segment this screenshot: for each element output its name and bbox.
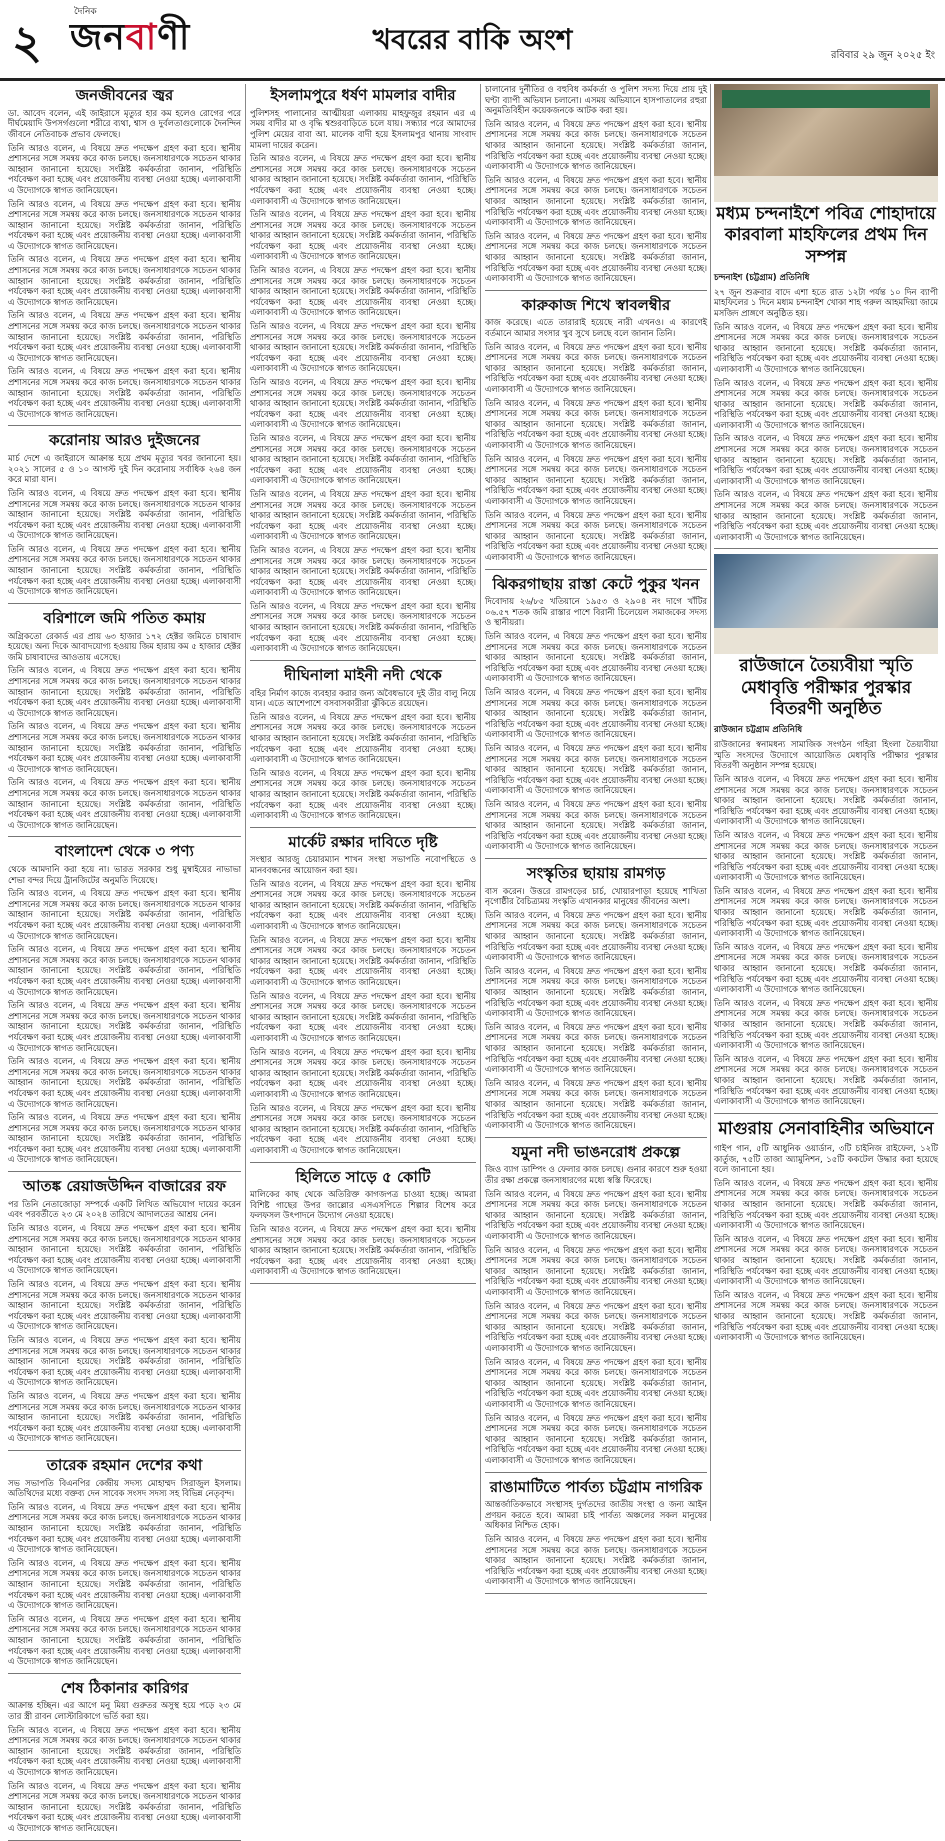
article-paragraph: তিনি আরও বলেন, এ বিষয়ে দ্রুত পদক্ষেপ গ্রহণ করা হবে। স্থানীয় প্রশাসনের সঙ্গে সমন্বয় করে কাজ চলছে। জনসাধারণকে সচেতন থাকার আহ্বান জানানো হয়েছে। সংশ্লিষ্ট কর্মকর্তারা জানান, পরিস্থিতি পর্যবেক্ষণ করা হচ্ছে এবং প্রয়োজনীয় ব্যবস্থা নেওয়া হচ্ছে। এলাকাবাসী এ উদ্যোগকে স্বাগত জানিয়েছেন। — [485, 1534, 707, 1587]
article-divider — [250, 1283, 476, 1284]
article-paragraph: তিনি আরও বলেন, এ বিষয়ে দ্রুত পদক্ষেপ গ্রহণ করা হবে। স্থানীয় প্রশাসনের সঙ্গে সমন্বয় করে কাজ চলছে। জনসাধারণকে সচেতন থাকার আহ্বান জানানো হয়েছে। সংশ্লিষ্ট কর্মকর্তারা জানান, পরিস্থিতি পর্যবেক্ষণ করা হচ্ছে এবং প্রয়োজনীয় ব্যবস্থা নেওয়া হচ্ছে। এলাকাবাসী এ উদ্যোগকে স্বাগত জানিয়েছেন। — [8, 1000, 241, 1053]
column-divider — [480, 84, 481, 1521]
headline: কারুকাজ শিখে স্বাবলম্বীর — [521, 295, 671, 314]
article-lead: মালিকের কাছ থেকে অতিরিক্ত কাগজপত্র চাওয়া হচ্ছে। আমরা বিশিষ্ট গাছের উপর জাল্লোর এসএসপিতে শিল্পার বিশেষ করে ফলফসল উৎপাদনে উদ্যোগ নেওয়া হয়েছে। — [250, 1189, 476, 1221]
logo-part-c: ণী — [157, 16, 191, 58]
article-lead: পুলিশসহ পালানোর আত্মীয়রা এলাকায় মাহফুজুর রহমান এর এ সময় বাদীর মা ও বৃদ্ধি শ্বশুরবাড়িতে চলে যায়। সন্ধ্যার পরে আমাদের পুলিশ মেয়ের বাবা আ. মালেক বাদী হয়ে ইসলামপুর থানায় সাংবাদ মামলা দায়ের করেন। — [250, 107, 476, 150]
news-article — [485, 296, 707, 563]
news-article — [250, 1168, 476, 1278]
article-lead: সংস্থার আরজু চেয়ারম্যান শাখন সংস্থা সভাপতি নবোপস্থিতে ও মানববন্ধনের আয়োজন করা হয়। — [250, 854, 476, 876]
article-paragraph: তিনি আরও বলেন, এ বিষয়ে দ্রুত পদক্ষেপ গ্রহণ করা হবে। স্থানীয় প্রশাসনের সঙ্গে সমন্বয় করে কাজ চলছে। জনসাধারণকে সচেতন থাকার আহ্বান জানানো হয়েছে। সংশ্লিষ্ট কর্মকর্তারা জানান, পরিস্থিতি পর্যবেক্ষণ করা হচ্ছে এবং প্রয়োজনীয় ব্যবস্থা নেওয়া হচ্ছে। এলাকাবাসী এ উদ্যোগকে স্বাগত জানিয়েছেন। — [714, 321, 938, 374]
article-divider — [8, 1673, 241, 1674]
article-paragraph: তিনি আরও বলেন, এ বিষয়ে দ্রুত পদক্ষেপ গ্রহণ করা হবে। স্থানীয় প্রশাসনের সঙ্গে সমন্বয় করে কাজ চলছে। জনসাধারণকে সচেতন থাকার আহ্বান জানানো হয়েছে। সংশ্লিষ্ট কর্মকর্তারা জানান, পরিস্থিতি পর্যবেক্ষণ করা হচ্ছে এবং প্রয়োজনীয় ব্যবস্থা নেওয়া হচ্ছে। এলাকাবাসী এ উদ্যোগকে স্বাগত জানিয়েছেন। — [485, 230, 707, 284]
news-article — [8, 609, 241, 830]
column-divider — [710, 84, 711, 1521]
article-lead: মার্চ দেশে এ জাইরাসে আক্রান্ত হয়ে প্রথম মৃত্যুর খবর জানানো হয়। ২০২১ সালের ৫ ও ১০ আগস্ট দুই দিন করোনায় সর্বাধিক ২৬৪ জন করে মারা যান। — [8, 453, 241, 485]
article-paragraph: তিনি আরও বলেন, এ বিষয়ে দ্রুত পদক্ষেপ গ্রহণ করা হবে। স্থানীয় প্রশাসনের সঙ্গে সমন্বয় করে কাজ চলছে। জনসাধারণকে সচেতন থাকার আহ্বান জানানো হয়েছে। সংশ্লিষ্ট কর্মকর্তারা জানান, পরিস্থিতি পর্যবেক্ষণ করা হচ্ছে এবং প্রয়োজনীয় ব্যবস্থা নেওয়া হচ্ছে। এলাকাবাসী এ উদ্যোগকে স্বাগত জানিয়েছেন। — [8, 1613, 241, 1667]
article-raozan — [714, 656, 938, 1106]
article-paragraph: তিনি আরও বলেন, এ বিষয়ে দ্রুত পদক্ষেপ গ্রহণ করা হবে। স্থানীয় প্রশাসনের সঙ্গে সমন্বয় করে কাজ চলছে। জনসাধারণকে সচেতন থাকার আহ্বান জানানো হয়েছে। সংশ্লিষ্ট কর্মকর্তারা জানান, পরিস্থিতি পর্যবেক্ষণ করা হচ্ছে এবং প্রয়োজনীয় ব্যবস্থা নেওয়া হচ্ছে। এলাকাবাসী এ উদ্যোগকে স্বাগত জানিয়েছেন। — [250, 153, 476, 206]
article-divider — [714, 1113, 938, 1114]
article-paragraph: তিনি আরও বলেন, এ বিষয়ে দ্রুত পদক্ষেপ গ্রহণ করা হবে। স্থানীয় প্রশাসনের সঙ্গে সমন্বয় করে কাজ চলছে। জনসাধারণকে সচেতন থাকার আহ্বান জানানো হয়েছে। সংশ্লিষ্ট কর্মকর্তারা জানান, পরিস্থিতি পর্যবেক্ষণ করা হচ্ছে এবং প্রয়োজনীয় ব্যবস্থা নেওয়া হচ্ছে। এলাকাবাসী এ উদ্যোগকে স্বাগত জানিয়েছেন। — [8, 1278, 241, 1332]
article-divider — [485, 290, 707, 291]
article-lead: বাস করেন। উত্তরে রামগড়ের চার্চ, খোয়ারপাড়া হয়েছে শাখিতা নৃগোষ্ঠীর বৈচিত্র্যময় সংস্কৃতি এখানকার মানুষের জীবনের অংশ। — [485, 885, 707, 907]
article-paragraph: তিনি আরও বলেন, এ বিষয়ে দ্রুত পদক্ষেপ গ্রহণ করা হবে। স্থানীয় প্রশাসনের সঙ্গে সমন্বয় করে কাজ চলছে। জনসাধারণকে সচেতন থাকার আহ্বান জানানো হয়েছে। সংশ্লিষ্ট কর্মকর্তারা জানান, পরিস্থিতি পর্যবেক্ষণ করা হচ্ছে এবং প্রয়োজনীয় ব্যবস্থা নেওয়া হচ্ছে। এলাকাবাসী এ উদ্যোগকে স্বাগত জানিয়েছেন। — [250, 377, 476, 430]
article-paragraph: তিনি আরও বলেন, এ বিষয়ে দ্রুত পদক্ষেপ গ্রহণ করা হবে। স্থানীয় প্রশাসনের সঙ্গে সমন্বয় করে কাজ চলছে। জনসাধারণকে সচেতন থাকার আহ্বান জানানো হয়েছে। সংশ্লিষ্ট কর্মকর্তারা জানান, পরিস্থিতি পর্যবেক্ষণ করা হচ্ছে এবং প্রয়োজনীয় ব্যবস্থা নেওয়া হচ্ছে। এলাকাবাসী এ উদ্যোগকে স্বাগত জানিয়েছেন। — [250, 767, 476, 821]
news-article — [8, 86, 241, 419]
article-paragraph: তিনি আরও বলেন, এ বিষয়ে দ্রুত পদক্ষেপ গ্রহণ করা হবে। স্থানীয় প্রশাসনের সঙ্গে সমন্বয় করে কাজ চলছে। জনসাধারণকে সচেতন থাকার আহ্বান জানানো হয়েছে। সংশ্লিষ্ট কর্মকর্তারা জানান, পরিস্থিতি পর্যবেক্ষণ করা হচ্ছে এবং প্রয়োজনীয় ব্যবস্থা নেওয়া হচ্ছে। এলাকাবাসী এ উদ্যোগকে স্বাগত জানিয়েছেন। — [8, 1780, 241, 1833]
news-article — [8, 1456, 241, 1667]
article-divider — [250, 1162, 476, 1163]
column-1 — [8, 84, 241, 1833]
headline: দীঘিনালা মাইনী নদী থেকে — [284, 665, 442, 684]
article-lead: অগ্রিকতো রেকার্ড এর প্রায় ৬৩ হাজার ১৭২ হেক্টর জমিতে চাষাবাদ হয়েছে। অন্য দিকে আবাদযোগ্য হওয়ায় জিম হারায় কম ৫ হাজার হেক্টর জমি চাষাবাদের আওতায় এসেছে। — [8, 630, 241, 662]
logo-part-a: জন — [70, 16, 126, 58]
headline: যমুনা নদী ভাঙনরোধ প্রকল্পে — [511, 1142, 680, 1161]
article-lead: রাউজানের স্বনামধন্য সামাজিক সংগঠন গহিরা হিংলা তৈয়্যবীয়া স্মৃতি সংসদের উদ্যোগে আয়োজিত মেধাবৃত্তি পরীক্ষার পুরস্কার বিতরণী অনুষ্ঠান সম্পন্ন হয়েছে। — [714, 739, 938, 771]
article-lead: ২৭ জুন শুক্রবার বাদে এশা হতে রাত ১২টা পর্যন্ত ১০ দিন ব্যাপী মাহফিলের ১ দিনে মধ্যম চন্দনাইশ খোকা শাহ গরুল আহমদিয়া জামে মসজিদ প্রাঙ্গণে অনুষ্ঠিত হয়। — [714, 286, 938, 318]
logo-part-b: বা — [125, 16, 158, 58]
column-3 — [485, 84, 707, 1587]
article-paragraph: তিনি আরও বলেন, এ বিষয়ে দ্রুত পদক্ষেপ গ্রহণ করা হবে। স্থানীয় প্রশাসনের সঙ্গে সমন্বয় করে কাজ চলছে। জনসাধারণকে সচেতন থাকার আহ্বান জানানো হয়েছে। সংশ্লিষ্ট কর্মকর্তারা জানান, পরিস্থিতি পর্যবেক্ষণ করা হচ্ছে এবং প্রয়োজনীয় ব্যবস্থা নেওয়া হচ্ছে। এলাকাবাসী এ উদ্যোগকে স্বাগত জানিয়েছেন। — [250, 321, 476, 374]
headline: মধ্যম চন্দনাইশে পবিত্র শোহাদায়ে কারবালা মাহফিলের প্রথম দিন সম্পন্ন — [716, 204, 936, 267]
article-paragraph: তিনি আরও বলেন, এ বিষয়ে দ্রুত পদক্ষেপ গ্রহণ করা হবে। স্থানীয় প্রশাসনের সঙ্গে সমন্বয় করে কাজ চলছে। জনসাধারণকে সচেতন থাকার আহ্বান জানানো হয়েছে। সংশ্লিষ্ট কর্মকর্তারা জানান, পরিস্থিতি পর্যবেক্ষণ করা হচ্ছে এবং প্রয়োজনীয় ব্যবস্থা নেওয়া হচ্ছে। এলাকাবাসী এ উদ্যোগকে স্বাগত জানিয়েছেন। — [714, 433, 938, 486]
article-paragraph: তিনি আরও বলেন, এ বিষয়ে দ্রুত পদক্ষেপ গ্রহণ করা হবে। স্থানীয় প্রশাসনের সঙ্গে সমন্বয় করে কাজ চলছে। জনসাধারণকে সচেতন থাকার আহ্বান জানানো হয়েছে। সংশ্লিষ্ট কর্মকর্তারা জানান, পরিস্থিতি পর্যবেক্ষণ করা হচ্ছে এবং প্রয়োজনীয় ব্যবস্থা নেওয়া হচ্ছে। এলাকাবাসী এ উদ্যোগকে স্বাগত জানিয়েছেন। — [485, 631, 707, 684]
headline: ইসলামপুরে ধর্ষণ মামলার বাদীর — [270, 86, 456, 104]
column-divider — [245, 84, 246, 1521]
article-paragraph: তিনি আরও বলেন, এ বিষয়ে দ্রুত পদক্ষেপ গ্রহণ করা হবে। স্থানীয় প্রশাসনের সঙ্গে সমন্বয় করে কাজ চলছে। জনসাধারণকে সচেতন থাকার আহ্বান জানানো হয়েছে। সংশ্লিষ্ট কর্মকর্তারা জানান, পরিস্থিতি পর্যবেক্ষণ করা হচ্ছে এবং প্রয়োজনীয় ব্যবস্থা নেওয়া হচ্ছে। এলাকাবাসী এ উদ্যোগকে স্বাগত জানিয়েছেন। — [485, 1412, 707, 1465]
headline: শেষ ঠিকানার কারিগর — [60, 1678, 189, 1697]
article-lead: জিও ব্যাগ ডাম্পিং ও ফেলার কাজ চলছে। গুনার কারণে শুরু হওয়া তীর রক্ষা প্রকল্পে জনসাধারণের মধ্যে স্বস্তি ফিরেছে। — [485, 1164, 707, 1186]
news-article — [8, 1679, 241, 1834]
news-article — [485, 575, 707, 852]
masthead — [0, 0, 945, 81]
article-lead: ডা. আবেদ বলেন, এই জাইরাসে মৃত্যুর হার কম হলেও রোগের পরে দীর্ঘমেয়াদি উপসর্গগুলো শরীরে ব্যথা, শ্বাস ও দুর্বলতাগুলোকে দৈনন্দিন জীবনে নেতিবাচক প্রভাব ফেলছে। — [8, 107, 241, 139]
article-magura — [714, 1119, 938, 1343]
article-divider — [485, 858, 707, 859]
article-paragraph: তিনি আরও বলেন, এ বিষয়ে দ্রুত পদক্ষেপ গ্রহণ করা হবে। স্থানীয় প্রশাসনের সঙ্গে সমন্বয় করে কাজ চলছে। জনসাধারণকে সচেতন থাকার আহ্বান জানানো হয়েছে। সংশ্লিষ্ট কর্মকর্তারা জানান, পরিস্থিতি পর্যবেক্ষণ করা হচ্ছে এবং প্রয়োজনীয় ব্যবস্থা নেওয়া হচ্ছে। এলাকাবাসী এ উদ্যোগকে স্বাগত জানিয়েছেন। — [8, 366, 241, 419]
article-paragraph: তিনি আরও বলেন, এ বিষয়ে দ্রুত পদক্ষেপ গ্রহণ করা হবে। স্থানীয় প্রশাসনের সঙ্গে সমন্বয় করে কাজ চলছে। জনসাধারণকে সচেতন থাকার আহ্বান জানানো হয়েছে। সংশ্লিষ্ট কর্মকর্তারা জানান, পরিস্থিতি পর্যবেক্ষণ করা হচ্ছে এবং প্রয়োজনীয় ব্যবস্থা নেওয়া হচ্ছে। এলাকাবাসী এ উদ্যোগকে স্বাগত জানিয়েছেন। — [250, 1224, 476, 1277]
dateline: রবিবার ২৯ জুন ২০২৫ ইং — [830, 50, 935, 61]
article-lead: সভ সভাপতি বিএনপির কেন্দ্রীয় সদস্য মোহাম্মদ সিরাজুল ইসলাম। অতিথিদের মধ্যে বক্তব্য দেন সাবেক সংসদ সদস্য সহ বিভিন্ন নেতৃবৃন্দ। — [8, 1477, 241, 1499]
article-paragraph: তিনি আরও বলেন, এ বিষয়ে দ্রুত পদক্ষেপ গ্রহণ করা হবে। স্থানীয় প্রশাসনের সঙ্গে সমন্বয় করে কাজ চলছে। জনসাধারণকে সচেতন থাকার আহ্বান জানানো হয়েছে। সংশ্লিষ্ট কর্মকর্তারা জানান, পরিস্থিতি পর্যবেক্ষণ করা হচ্ছে এবং প্রয়োজনীয় ব্যবস্থা নেওয়া হচ্ছে। এলাকাবাসী এ উদ্যোগকে স্বাগত জানিয়েছেন। — [485, 1356, 707, 1409]
article-divider — [8, 1171, 241, 1172]
column-2 — [250, 84, 476, 1523]
article-paragraph: তিনি আরও বলেন, এ বিষয়ে দ্রুত পদক্ষেপ গ্রহণ করা হবে। স্থানীয় প্রশাসনের সঙ্গে সমন্বয় করে কাজ চলছে। জনসাধারণকে সচেতন থাকার আহ্বান জানানো হয়েছে। সংশ্লিষ্ট কর্মকর্তারা জানান, পরিস্থিতি পর্যবেক্ষণ করা হচ্ছে এবং প্রয়োজনীয় ব্যবস্থা নেওয়া হচ্ছে। এলাকাবাসী এ উদ্যোগকে স্বাগত জানিয়েছেন। — [714, 885, 938, 939]
article-paragraph: তিনি আরও বলেন, এ বিষয়ে দ্রুত পদক্ষেপ গ্রহণ করা হবে। স্থানীয় প্রশাসনের সঙ্গে সমন্বয় করে কাজ চলছে। জনসাধারণকে সচেতন থাকার আহ্বান জানানো হয়েছে। সংশ্লিষ্ট কর্মকর্তারা জানান, পরিস্থিতি পর্যবেক্ষণ করা হচ্ছে এবং প্রয়োজনীয় ব্যবস্থা নেওয়া হচ্ছে। এলাকাবাসী এ উদ্যোগকে স্বাগত জানিয়েছেন। — [250, 1046, 476, 1099]
article-paragraph: তিনি আরও বলেন, এ বিষয়ে দ্রুত পদক্ষেপ গ্রহণ করা হবে। স্থানীয় প্রশাসনের সঙ্গে সমন্বয় করে কাজ চলছে। জনসাধারণকে সচেতন থাকার আহ্বান জানানো হয়েছে। সংশ্লিষ্ট কর্মকর্তারা জানান, পরিস্থিতি পর্যবেক্ষণ করা হচ্ছে এবং প্রয়োজনীয় ব্যবস্থা নেওয়া হচ্ছে। এলাকাবাসী এ উদ্যোগকে স্বাগত জানিয়েছেন। — [714, 773, 938, 827]
article-paragraph: তিনি আরও বলেন, এ বিষয়ে দ্রুত পদক্ষেপ গ্রহণ করা হবে। স্থানীয় প্রশাসনের সঙ্গে সমন্বয় করে কাজ চলছে। জনসাধারণকে সচেতন থাকার আহ্বান জানানো হয়েছে। সংশ্লিষ্ট কর্মকর্তারা জানান, পরিস্থিতি পর্যবেক্ষণ করা হচ্ছে এবং প্রয়োজনীয় ব্যবস্থা নেওয়া হচ্ছে। এলাকাবাসী এ উদ্যোগকে স্বাগত জানিয়েছেন। — [485, 1244, 707, 1297]
article-lead: পর তিনি নেতাজোড়া সম্পর্কে একটি লিখিত অভিযোগ দায়ের করেন এবং পরবর্তীতে ২৩ মে ২০২৪ তারিখে আদালতের আশ্রয় নেন। — [8, 1198, 241, 1220]
article-paragraph: তিনি আরও বলেন, এ বিষয়ে দ্রুত পদক্ষেপ গ্রহণ করা হবে। স্থানীয় প্রশাসনের সঙ্গে সমন্বয় করে কাজ চলছে। জনসাধারণকে সচেতন থাকার আহ্বান জানানো হয়েছে। সংশ্লিষ্ট কর্মকর্তারা জানান, পরিস্থিতি পর্যবেক্ষণ করা হচ্ছে এবং প্রয়োজনীয় ব্যবস্থা নেওয়া হচ্ছে। এলাকাবাসী এ উদ্যোগকে স্বাগত জানিয়েছেন। — [8, 254, 241, 307]
article-paragraph: তিনি আরও বলেন, এ বিষয়ে দ্রুত পদক্ষেপ গ্রহণ করা হবে। স্থানীয় প্রশাসনের সঙ্গে সমন্বয় করে কাজ চলছে। জনসাধারণকে সচেতন থাকার আহ্বান জানানো হয়েছে। সংশ্লিষ্ট কর্মকর্তারা জানান, পরিস্থিতি পর্যবেক্ষণ করা হচ্ছে এবং প্রয়োজনীয় ব্যবস্থা নেওয়া হচ্ছে। এলাকাবাসী এ উদ্যোগকে স্বাগত জানিয়েছেন। — [8, 1223, 241, 1276]
article-lead: আক্রান্ত হচ্ছিন। এর আগে মনু মিয়া গুরুতর অসুস্থ হয়ে পড়ে ২৩ মে তার স্ত্রী রাবন লোস্টারিকাগে ভর্তি করা হয়। — [8, 1700, 241, 1722]
article-paragraph: তিনি আরও বলেন, এ বিষয়ে দ্রুত পদক্ষেপ গ্রহণ করা হবে। স্থানীয় প্রশাসনের সঙ্গে সমন্বয় করে কাজ চলছে। জনসাধারণকে সচেতন থাকার আহ্বান জানানো হয়েছে। সংশ্লিষ্ট কর্মকর্তারা জানান, পরিস্থিতি পর্যবেক্ষণ করা হচ্ছে এবং প্রয়োজনীয় ব্যবস্থা নেওয়া হচ্ছে। এলাকাবাসী এ উদ্যোগকে স্বাগত জানিয়েছেন। — [8, 543, 241, 597]
article-paragraph: তিনি আরও বলেন, এ বিষয়ে দ্রুত পদক্ষেপ গ্রহণ করা হবে। স্থানীয় প্রশাসনের সঙ্গে সমন্বয় করে কাজ চলছে। জনসাধারণকে সচেতন থাকার আহ্বান জানানো হয়েছে। সংশ্লিষ্ট কর্মকর্তারা জানান, পরিস্থিতি পর্যবেক্ষণ করা হচ্ছে এবং প্রয়োজনীয় ব্যবস্থা নেওয়া হচ্ছে। এলাকাবাসী এ উদ্যোগকে স্বাগত জানিয়েছেন। — [8, 487, 241, 541]
article-paragraph: তিনি আরও বলেন, এ বিষয়ে দ্রুত পদক্ষেপ গ্রহণ করা হবে। স্থানীয় প্রশাসনের সঙ্গে সমন্বয় করে কাজ চলছে। জনসাধারণকে সচেতন থাকার আহ্বান জানানো হয়েছে। সংশ্লিষ্ট কর্মকর্তারা জানান, পরিস্থিতি পর্যবেক্ষণ করা হচ্ছে এবং প্রয়োজনীয় ব্যবস্থা নেওয়া হচ্ছে। এলাকাবাসী এ উদ্যোগকে স্বাগত জানিয়েছেন। — [714, 997, 938, 1051]
byline: চন্দনাইশ (চট্টগ্রাম) প্রতিনিধি — [714, 272, 810, 283]
article-paragraph: তিনি আরও বলেন, এ বিষয়ে দ্রুত পদক্ষেপ গ্রহণ করা হবে। স্থানীয় প্রশাসনের সঙ্গে সমন্বয় করে কাজ চলছে। জনসাধারণকে সচেতন থাকার আহ্বান জানানো হয়েছে। সংশ্লিষ্ট কর্মকর্তারা জানান, পরিস্থিতি পর্যবেক্ষণ করা হচ্ছে এবং প্রয়োজনীয় ব্যবস্থা নেওয়া হচ্ছে। এলাকাবাসী এ উদ্যোগকে স্বাগত জানিয়েছেন। — [485, 1188, 707, 1242]
daily-label: দৈনিক — [74, 7, 97, 17]
article-paragraph: তিনি আরও বলেন, এ বিষয়ে দ্রুত পদক্ষেপ গ্রহণ করা হবে। স্থানীয় প্রশাসনের সঙ্গে সমন্বয় করে কাজ চলছে। জনসাধারণকে সচেতন থাকার আহ্বান জানানো হয়েছে। সংশ্লিষ্ট কর্মকর্তারা জানান, পরিস্থিতি পর্যবেক্ষণ করা হচ্ছে এবং প্রয়োজনীয় ব্যবস্থা নেওয়া হচ্ছে। এলাকাবাসী এ উদ্যোগকে স্বাগত জানিয়েছেন। — [485, 1021, 707, 1075]
article-lead: বহির নির্মাণ কাজে ব্যবহার করার জন্য অবৈধভাবে দুই তীর বালু নিয়ে যান। এতে আশেপাশে বসবাসকারীরা ঝুঁকিতে রয়েছেন। — [250, 687, 476, 709]
photo-stage-table — [714, 176, 938, 202]
headline: মাগুরায় সেনাবাহিনীর অভিযানে — [718, 1118, 934, 1139]
news-article — [250, 666, 476, 821]
article-paragraph: তিনি আরও বলেন, এ বিষয়ে দ্রুত পদক্ষেপ গ্রহণ করা হবে। স্থানীয় প্রশাসনের সঙ্গে সমন্বয় করে কাজ চলছে। জনসাধারণকে সচেতন থাকার আহ্বান জানানো হয়েছে। সংশ্লিষ্ট কর্মকর্তারা জানান, পরিস্থিতি পর্যবেক্ষণ করা হচ্ছে এবং প্রয়োজনীয় ব্যবস্থা নেওয়া হচ্ছে। এলাকাবাসী এ উদ্যোগকে স্বাগত জানিয়েছেন। — [485, 742, 707, 796]
article-divider — [714, 548, 938, 549]
article-paragraph: তিনি আরও বলেন, এ বিষয়ে দ্রুত পদক্ষেপ গ্রহণ করা হবে। স্থানীয় প্রশাসনের সঙ্গে সমন্বয় করে কাজ চলছে। জনসাধারণকে সচেতন থাকার আহ্বান জানানো হয়েছে। সংশ্লিষ্ট কর্মকর্তারা জানান, পরিস্থিতি পর্যবেক্ষণ করা হচ্ছে এবং প্রয়োজনীয় ব্যবস্থা নেওয়া হচ্ছে। এলাকাবাসী এ উদ্যোগকে স্বাগত জানিয়েছেন। — [714, 377, 938, 430]
article-paragraph: তিনি আরও বলেন, এ বিষয়ে দ্রুত পদক্ষেপ গ্রহণ করা হবে। স্থানীয় প্রশাসনের সঙ্গে সমন্বয় করে কাজ চলছে। জনসাধারণকে সচেতন থাকার আহ্বান জানানো হয়েছে। সংশ্লিষ্ট কর্মকর্তারা জানান, পরিস্থিতি পর্যবেক্ষণ করা হচ্ছে এবং প্রয়োজনীয় ব্যবস্থা নেওয়া হচ্ছে। এলাকাবাসী এ উদ্যোগকে স্বাগত জানিয়েছেন। — [250, 878, 476, 932]
headline: হিলিতে সাড়ে ৫ কোটি — [295, 1167, 431, 1186]
article-paragraph: তিনি আরও বলেন, এ বিষয়ে দ্রুত পদক্ষেপ গ্রহণ করা হবে। স্থানীয় প্রশাসনের সঙ্গে সমন্বয় করে কাজ চলছে। জনসাধারণকে সচেতন থাকার আহ্বান জানানো হয়েছে। সংশ্লিষ্ট কর্মকর্তারা জানান, পরিস্থিতি পর্যবেক্ষণ করা হচ্ছে এবং প্রয়োজনীয় ব্যবস্থা নেওয়া হচ্ছে। এলাকাবাসী এ উদ্যোগকে স্বাগত জানিয়েছেন। — [8, 1334, 241, 1388]
news-article — [250, 833, 476, 1156]
article-paragraph: তিনি আরও বলেন, এ বিষয়ে দ্রুত পদক্ষেপ গ্রহণ করা হবে। স্থানীয় প্রশাসনের সঙ্গে সমন্বয় করে কাজ চলছে। জনসাধারণকে সচেতন থাকার আহ্বান জানানো হয়েছে। সংশ্লিষ্ট কর্মকর্তারা জানান, পরিস্থিতি পর্যবেক্ষণ করা হচ্ছে এবং প্রয়োজনীয় ব্যবস্থা নেওয়া হচ্ছে। এলাকাবাসী এ উদ্যোগকে স্বাগত জানিয়েছেন। — [8, 721, 241, 774]
news-article — [8, 1177, 241, 1444]
headline: রাউজানে তৈয়্যবীয়া স্মৃতি মেধাবৃত্তি পরীক্ষার পুরস্কার বিতরণী অনুষ্ঠিত — [739, 656, 913, 719]
article-paragraph: তিনি আরও বলেন, এ বিষয়ে দ্রুত পদক্ষেপ গ্রহণ করা হবে। স্থানীয় প্রশাসনের সঙ্গে সমন্বয় করে কাজ চলছে। জনসাধারণকে সচেতন থাকার আহ্বান জানানো হয়েছে। সংশ্লিষ্ট কর্মকর্তারা জানান, পরিস্থিতি পর্যবেক্ষণ করা হচ্ছে এবং প্রয়োজনীয় ব্যবস্থা নেওয়া হচ্ছে। এলাকাবাসী এ উদ্যোগকে স্বাগত জানিয়েছেন। — [485, 1300, 707, 1353]
article-lead: থেকে আমদানি করা হয়ে না। ভারত সরকার শুধু মুম্বাইয়ের নাভাভা শেভা বন্দর দিয়ে ট্রানজিটের অনুমতি দিয়েছে। — [8, 864, 241, 885]
article-lead: চালানোর দুর্নীতির ও বহুবিধ কর্মকর্তা ও পুলিশ সদস্য দিয়ে প্রায় দুই ঘণ্টা ব্যাপী অভিযান চলানো। এসময় অভিযানে হাসপাতালের রহুরা অনুমতিবিহীন কয়েকজনকে আটক করা হয়। — [485, 84, 707, 116]
article-lead: গাইপ গান, ৫টি আধুনিক ওয়ার্ডান, ৩টি চাইনিজ রাইফেল, ১২টি কার্তুজ, ৭৫টি তাজা অ্যামুনিশন, ১৫টি ককটেল উদ্ধার করা হয়েছে বলে জানানো হয়। — [714, 1143, 938, 1175]
article-paragraph: তিনি আরও বলেন, এ বিষয়ে দ্রুত পদক্ষেপ গ্রহণ করা হবে। স্থানীয় প্রশাসনের সঙ্গে সমন্বয় করে কাজ চলছে। জনসাধারণকে সচেতন থাকার আহ্বান জানানো হয়েছে। সংশ্লিষ্ট কর্মকর্তারা জানান, পরিস্থিতি পর্যবেক্ষণ করা হচ্ছে এবং প্রয়োজনীয় ব্যবস্থা নেওয়া হচ্ছে। এলাকাবাসী এ উদ্যোগকে স্বাগত জানিয়েছেন। — [485, 341, 707, 394]
news-article — [8, 842, 241, 1165]
headline: মার্কেট রক্ষার দাবিতে দৃষ্টি — [288, 832, 438, 851]
page-number: ২ — [12, 15, 42, 69]
article-paragraph: তিনি আরও বলেন, এ বিষয়ে দ্রুত পদক্ষেপ গ্রহণ করা হবে। স্থানীয় প্রশাসনের সঙ্গে সমন্বয় করে কাজ চলছে। জনসাধারণকে সচেতন থাকার আহ্বান জানানো হয়েছে। সংশ্লিষ্ট কর্মকর্তারা জানান, পরিস্থিতি পর্যবেক্ষণ করা হচ্ছে এবং প্রয়োজনীয় ব্যবস্থা নেওয়া হচ্ছে। এলাকাবাসী এ উদ্যোগকে স্বাগত জানিয়েছেন। — [714, 941, 938, 995]
news-photo-award — [714, 554, 938, 654]
article-paragraph: তিনি আরও বলেন, এ বিষয়ে দ্রুত পদক্ষেপ গ্রহণ করা হবে। স্থানীয় প্রশাসনের সঙ্গে সমন্বয় করে কাজ চলছে। জনসাধারণকে সচেতন থাকার আহ্বান জানানো হয়েছে। সংশ্লিষ্ট কর্মকর্তারা জানান, পরিস্থিতি পর্যবেক্ষণ করা হচ্ছে এবং প্রয়োজনীয় ব্যবস্থা নেওয়া হচ্ছে। এলাকাবাসী এ উদ্যোগকে স্বাগত জানিয়েছেন। — [485, 965, 707, 1019]
headline: জনজীবনের জ্বর — [75, 86, 174, 104]
article-paragraph: তিনি আরও বলেন, এ বিষয়ে দ্রুত পদক্ষেপ গ্রহণ করা হবে। স্থানীয় প্রশাসনের সঙ্গে সমন্বয় করে কাজ চলছে। জনসাধারণকে সচেতন থাকার আহ্বান জানানো হয়েছে। সংশ্লিষ্ট কর্মকর্তারা জানান, পরিস্থিতি পর্যবেক্ষণ করা হচ্ছে এবং প্রয়োজনীয় ব্যবস্থা নেওয়া হচ্ছে। এলাকাবাসী এ উদ্যোগকে স্বাগত জানিয়েছেন। — [485, 909, 707, 963]
article-lead: কাজ করেছে। এতে তারারাই হয়েছে নারী এখনও। এ কারণেই বর্তমানে আমার সংসার খুব সুখে চলছে বলে জানান তিনি। — [485, 317, 707, 339]
article-lead: দিবোদায় ২৬/৮৫ খতিয়ানে ১৯৫৩ ও ২৯০৪ নং দাগে খাঁটির ০৬.৫৭ শতক জমি রাস্তার পাশে বিরানী চিলেয়েল সমাজকের সদস্য ও স্থানীয়রা। — [485, 596, 707, 628]
article-lead: আন্তর্জাতিকভাবে সংস্থাসহ দুর্গতদের জাতীয় সংস্থা ও জন্য আইন প্রণয়ন করতে হবে। আমরা চাই পার্বত্য অঞ্চলের সকল মানুষের অধিকার নিশ্চিত হোক। — [485, 1499, 707, 1531]
article-paragraph: তিনি আরও বলেন, এ বিষয়ে দ্রুত পদক্ষেপ গ্রহণ করা হবে। স্থানীয় প্রশাসনের সঙ্গে সমন্বয় করে কাজ চলছে। জনসাধারণকে সচেতন থাকার আহ্বান জানানো হয়েছে। সংশ্লিষ্ট কর্মকর্তারা জানান, পরিস্থিতি পর্যবেক্ষণ করা হচ্ছে এবং প্রয়োজনীয় ব্যবস্থা নেওয়া হচ্ছে। এলাকাবাসী এ উদ্যোগকে স্বাগত জানিয়েছেন। — [8, 1501, 241, 1555]
article-paragraph: তিনি আরও বলেন, এ বিষয়ে দ্রুত পদক্ষেপ গ্রহণ করা হবে। স্থানীয় প্রশাসনের সঙ্গে সমন্বয় করে কাজ চলছে। জনসাধারণকে সচেতন থাকার আহ্বান জানানো হয়েছে। সংশ্লিষ্ট কর্মকর্তারা জানান, পরিস্থিতি পর্যবেক্ষণ করা হচ্ছে এবং প্রয়োজনীয় ব্যবস্থা নেওয়া হচ্ছে। এলাকাবাসী এ উদ্যোগকে স্বাগত জানিয়েছেন। — [250, 488, 476, 542]
byline: রাউজান চট্টগ্রাম প্রতিনিধি — [714, 725, 803, 736]
article-divider — [8, 603, 241, 604]
article-paragraph: তিনি আরও বলেন, এ বিষয়ে দ্রুত পদক্ষেপ গ্রহণ করা হবে। স্থানীয় প্রশাসনের সঙ্গে সমন্বয় করে কাজ চলছে। জনসাধারণকে সচেতন থাকার আহ্বান জানানো হয়েছে। সংশ্লিষ্ট কর্মকর্তারা জানান, পরিস্থিতি পর্যবেক্ষণ করা হচ্ছে এবং প্রয়োজনীয় ব্যবস্থা নেওয়া হচ্ছে। এলাকাবাসী এ উদ্যোগকে স্বাগত জানিয়েছেন। — [8, 777, 241, 830]
headline: রাঙামাটিতে পার্বত্য চট্টগ্রাম নাগরিক — [489, 1477, 703, 1496]
article-paragraph: তিনি আরও বলেন, এ বিষয়ে দ্রুত পদক্ষেপ গ্রহণ করা হবে। স্থানীয় প্রশাসনের সঙ্গে সমন্বয় করে কাজ চলছে। জনসাধারণকে সচেতন থাকার আহ্বান জানানো হয়েছে। সংশ্লিষ্ট কর্মকর্তারা জানান, পরিস্থিতি পর্যবেক্ষণ করা হচ্ছে এবং প্রয়োজনীয় ব্যবস্থা নেওয়া হচ্ছে। এলাকাবাসী এ উদ্যোগকে স্বাগত জানিয়েছেন। — [714, 1233, 938, 1287]
article-paragraph: তিনি আরও বলেন, এ বিষয়ে দ্রুত পদক্ষেপ গ্রহণ করা হবে। স্থানীয় প্রশাসনের সঙ্গে সমন্বয় করে কাজ চলছে। জনসাধারণকে সচেতন থাকার আহ্বান জানানো হয়েছে। সংশ্লিষ্ট কর্মকর্তারা জানান, পরিস্থিতি পর্যবেক্ষণ করা হচ্ছে এবং প্রয়োজনীয় ব্যবস্থা নেওয়া হচ্ছে। এলাকাবাসী এ উদ্যোগকে স্বাগত জানিয়েছেন। — [250, 209, 476, 262]
article-paragraph: তিনি আরও বলেন, এ বিষয়ে দ্রুত পদক্ষেপ গ্রহণ করা হবে। স্থানীয় প্রশাসনের সঙ্গে সমন্বয় করে কাজ চলছে। জনসাধারণকে সচেতন থাকার আহ্বান জানানো হয়েছে। সংশ্লিষ্ট কর্মকর্তারা জানান, পরিস্থিতি পর্যবেক্ষণ করা হচ্ছে এবং প্রয়োজনীয় ব্যবস্থা নেওয়া হচ্ছে। এলাকাবাসী এ উদ্যোগকে স্বাগত জানিয়েছেন। — [485, 687, 707, 740]
article-divider — [8, 836, 241, 837]
article-paragraph: তিনি আরও বলেন, এ বিষয়ে দ্রুত পদক্ষেপ গ্রহণ করা হবে। স্থানীয় প্রশাসনের সঙ্গে সমন্বয় করে কাজ চলছে। জনসাধারণকে সচেতন থাকার আহ্বান জানানো হয়েছে। সংশ্লিষ্ট কর্মকর্তারা জানান, পরিস্থিতি পর্যবেক্ষণ করা হচ্ছে এবং প্রয়োজনীয় ব্যবস্থা নেওয়া হচ্ছে। এলাকাবাসী এ উদ্যোগকে স্বাগত জানিয়েছেন। — [250, 600, 476, 654]
article-paragraph: তিনি আরও বলেন, এ বিষয়ে দ্রুত পদক্ষেপ গ্রহণ করা হবে। স্থানীয় প্রশাসনের সঙ্গে সমন্বয় করে কাজ চলছে। জনসাধারণকে সচেতন থাকার আহ্বান জানানো হয়েছে। সংশ্লিষ্ট কর্মকর্তারা জানান, পরিস্থিতি পর্যবেক্ষণ করা হচ্ছে এবং প্রয়োজনীয় ব্যবস্থা নেওয়া হচ্ছে। এলাকাবাসী এ উদ্যোগকে স্বাগত জানিয়েছেন। — [8, 888, 241, 941]
news-photo-mahfil — [714, 84, 938, 202]
article-divider — [250, 660, 476, 661]
article-chandanaish — [714, 204, 938, 542]
article-divider — [8, 1840, 241, 1841]
article-paragraph: তিনি আরও বলেন, এ বিষয়ে দ্রুত পদক্ষেপ গ্রহণ করা হবে। স্থানীয় প্রশাসনের সঙ্গে সমন্বয় করে কাজ চলছে। জনসাধারণকে সচেতন থাকার আহ্বান জানানো হয়েছে। সংশ্লিষ্ট কর্মকর্তারা জানান, পরিস্থিতি পর্যবেক্ষণ করা হচ্ছে এবং প্রয়োজনীয় ব্যবস্থা নেওয়া হচ্ছে। এলাকাবাসী এ উদ্যোগকে স্বাগত জানিয়েছেন। — [8, 944, 241, 997]
article-paragraph: তিনি আরও বলেন, এ বিষয়ে দ্রুত পদক্ষেপ গ্রহণ করা হবে। স্থানীয় প্রশাসনের সঙ্গে সমন্বয় করে কাজ চলছে। জনসাধারণকে সচেতন থাকার আহ্বান জানানো হয়েছে। সংশ্লিষ্ট কর্মকর্তারা জানান, পরিস্থিতি পর্যবেক্ষণ করা হচ্ছে এবং প্রয়োজনীয় ব্যবস্থা নেওয়া হচ্ছে। এলাকাবাসী এ উদ্যোগকে স্বাগত জানিয়েছেন। — [250, 265, 476, 318]
article-paragraph: তিনি আরও বলেন, এ বিষয়ে দ্রুত পদক্ষেপ গ্রহণ করা হবে। স্থানীয় প্রশাসনের সঙ্গে সমন্বয় করে কাজ চলছে। জনসাধারণকে সচেতন থাকার আহ্বান জানানো হয়েছে। সংশ্লিষ্ট কর্মকর্তারা জানান, পরিস্থিতি পর্যবেক্ষণ করা হচ্ছে এবং প্রয়োজনীয় ব্যবস্থা নেওয়া হচ্ছে। এলাকাবাসী এ উদ্যোগকে স্বাগত জানিয়েছেন। — [8, 1112, 241, 1165]
article-paragraph: তিনি আরও বলেন, এ বিষয়ে দ্রুত পদক্ষেপ গ্রহণ করা হবে। স্থানীয় প্রশাসনের সঙ্গে সমন্বয় করে কাজ চলছে। জনসাধারণকে সচেতন থাকার আহ্বান জানানো হয়েছে। সংশ্লিষ্ট কর্মকর্তারা জানান, পরিস্থিতি পর্যবেক্ষণ করা হচ্ছে এবং প্রয়োজনীয় ব্যবস্থা নেওয়া হচ্ছে। এলাকাবাসী এ উদ্যোগকে স্বাগত জানিয়েছেন। — [250, 1102, 476, 1155]
photo-banner — [722, 90, 930, 108]
article-divider — [250, 827, 476, 828]
article-paragraph: তিনি আরও বলেন, এ বিষয়ে দ্রুত পদক্ষেপ গ্রহণ করা হবে। স্থানীয় প্রশাসনের সঙ্গে সমন্বয় করে কাজ চলছে। জনসাধারণকে সচেতন থাকার আহ্বান জানানো হয়েছে। সংশ্লিষ্ট কর্মকর্তারা জানান, পরিস্থিতি পর্যবেক্ষণ করা হচ্ছে এবং প্রয়োজনীয় ব্যবস্থা নেওয়া হচ্ছে। এলাকাবাসী এ উদ্যোগকে স্বাগত জানিয়েছেন। — [485, 118, 707, 172]
article-paragraph: তিনি আরও বলেন, এ বিষয়ে দ্রুত পদক্ষেপ গ্রহণ করা হবে। স্থানীয় প্রশাসনের সঙ্গে সমন্বয় করে কাজ চলছে। জনসাধারণকে সচেতন থাকার আহ্বান জানানো হয়েছে। সংশ্লিষ্ট কর্মকর্তারা জানান, পরিস্থিতি পর্যবেক্ষণ করা হচ্ছে এবং প্রয়োজনীয় ব্যবস্থা নেওয়া হচ্ছে। এলাকাবাসী এ উদ্যোগকে স্বাগত জানিয়েছেন। — [250, 934, 476, 987]
article-divider — [485, 1472, 707, 1473]
article-divider — [485, 1593, 707, 1594]
photo-stage-table — [714, 628, 938, 654]
headline: করোনায় আরও দুইজনের — [49, 431, 200, 450]
article-paragraph: তিনি আরও বলেন, এ বিষয়ে দ্রুত পদক্ষেপ গ্রহণ করা হবে। স্থানীয় প্রশাসনের সঙ্গে সমন্বয় করে কাজ চলছে। জনসাধারণকে সচেতন থাকার আহ্বান জানানো হয়েছে। সংশ্লিষ্ট কর্মকর্তারা জানান, পরিস্থিতি পর্যবেক্ষণ করা হচ্ছে এবং প্রয়োজনীয় ব্যবস্থা নেওয়া হচ্ছে। এলাকাবাসী এ উদ্যোগকে স্বাগত জানিয়েছেন। — [250, 544, 476, 598]
article-paragraph: তিনি আরও বলেন, এ বিষয়ে দ্রুত পদক্ষেপ গ্রহণ করা হবে। স্থানীয় প্রশাসনের সঙ্গে সমন্বয় করে কাজ চলছে। জনসাধারণকে সচেতন থাকার আহ্বান জানানো হয়েছে। সংশ্লিষ্ট কর্মকর্তারা জানান, পরিস্থিতি পর্যবেক্ষণ করা হচ্ছে এবং প্রয়োজনীয় ব্যবস্থা নেওয়া হচ্ছে। এলাকাবাসী এ উদ্যোগকে স্বাগত জানিয়েছেন। — [714, 829, 938, 883]
column-4 — [714, 84, 938, 1523]
article-paragraph: তিনি আরও বলেন, এ বিষয়ে দ্রুত পদক্ষেপ গ্রহণ করা হবে। স্থানীয় প্রশাসনের সঙ্গে সমন্বয় করে কাজ চলছে। জনসাধারণকে সচেতন থাকার আহ্বান জানানো হয়েছে। সংশ্লিষ্ট কর্মকর্তারা জানান, পরিস্থিতি পর্যবেক্ষণ করা হচ্ছে এবং প্রয়োজনীয় ব্যবস্থা নেওয়া হচ্ছে। এলাকাবাসী এ উদ্যোগকে স্বাগত জানিয়েছেন। — [714, 1177, 938, 1231]
news-article — [8, 431, 241, 596]
article-paragraph: তিনি আরও বলেন, এ বিষয়ে দ্রুত পদক্ষেপ গ্রহণ করা হবে। স্থানীয় প্রশাসনের সঙ্গে সমন্বয় করে কাজ চলছে। জনসাধারণকে সচেতন থাকার আহ্বান জানানো হয়েছে। সংশ্লিষ্ট কর্মকর্তারা জানান, পরিস্থিতি পর্যবেক্ষণ করা হচ্ছে এবং প্রয়োজনীয় ব্যবস্থা নেওয়া হচ্ছে। এলাকাবাসী এ উদ্যোগকে স্বাগত জানিয়েছেন। — [485, 453, 707, 506]
article-divider — [8, 1450, 241, 1451]
article-paragraph: তিনি আরও বলেন, এ বিষয়ে দ্রুত পদক্ষেপ গ্রহণ করা হবে। স্থানীয় প্রশাসনের সঙ্গে সমন্বয় করে কাজ চলছে। জনসাধারণকে সচেতন থাকার আহ্বান জানানো হয়েছে। সংশ্লিষ্ট কর্মকর্তারা জানান, পরিস্থিতি পর্যবেক্ষণ করা হচ্ছে এবং প্রয়োজনীয় ব্যবস্থা নেওয়া হচ্ছে। এলাকাবাসী এ উদ্যোগকে স্বাগত জানিয়েছেন। — [8, 1557, 241, 1611]
article-paragraph: তিনি আরও বলেন, এ বিষয়ে দ্রুত পদক্ষেপ গ্রহণ করা হবে। স্থানীয় প্রশাসনের সঙ্গে সমন্বয় করে কাজ চলছে। জনসাধারণকে সচেতন থাকার আহ্বান জানানো হয়েছে। সংশ্লিষ্ট কর্মকর্তারা জানান, পরিস্থিতি পর্যবেক্ষণ করা হচ্ছে এবং প্রয়োজনীয় ব্যবস্থা নেওয়া হচ্ছে। এলাকাবাসী এ উদ্যোগকে স্বাগত জানিয়েছেন। — [714, 1289, 938, 1343]
news-article — [485, 864, 707, 1131]
news-article — [250, 86, 476, 654]
headline: সংস্কৃতির ছায়ায় রামগড় — [526, 863, 666, 882]
article-paragraph: তিনি আরও বলেন, এ বিষয়ে দ্রুত পদক্ষেপ গ্রহণ করা হবে। স্থানীয় প্রশাসনের সঙ্গে সমন্বয় করে কাজ চলছে। জনসাধারণকে সচেতন থাকার আহ্বান জানানো হয়েছে। সংশ্লিষ্ট কর্মকর্তারা জানান, পরিস্থিতি পর্যবেক্ষণ করা হচ্ছে এবং প্রয়োজনীয় ব্যবস্থা নেওয়া হচ্ছে। এলাকাবাসী এ উদ্যোগকে স্বাগত জানিয়েছেন। — [485, 798, 707, 852]
article-paragraph: তিনি আরও বলেন, এ বিষয়ে দ্রুত পদক্ষেপ গ্রহণ করা হবে। স্থানীয় প্রশাসনের সঙ্গে সমন্বয় করে কাজ চলছে। জনসাধারণকে সচেতন থাকার আহ্বান জানানো হয়েছে। সংশ্লিষ্ট কর্মকর্তারা জানান, পরিস্থিতি পর্যবেক্ষণ করা হচ্ছে এবং প্রয়োজনীয় ব্যবস্থা নেওয়া হচ্ছে। এলাকাবাসী এ উদ্যোগকে স্বাগত জানিয়েছেন। — [485, 509, 707, 562]
article-paragraph: তিনি আরও বলেন, এ বিষয়ে দ্রুত পদক্ষেপ গ্রহণ করা হবে। স্থানীয় প্রশাসনের সঙ্গে সমন্বয় করে কাজ চলছে। জনসাধারণকে সচেতন থাকার আহ্বান জানানো হয়েছে। সংশ্লিষ্ট কর্মকর্তারা জানান, পরিস্থিতি পর্যবেক্ষণ করা হচ্ছে এবং প্রয়োজনীয় ব্যবস্থা নেওয়া হচ্ছে। এলাকাবাসী এ উদ্যোগকে স্বাগত জানিয়েছেন। — [250, 990, 476, 1043]
headline: আতঙ্ক রেয়াজউদ্দিন বাজারের রফ — [23, 1177, 226, 1196]
article-paragraph: তিনি আরও বলেন, এ বিষয়ে দ্রুত পদক্ষেপ গ্রহণ করা হবে। স্থানীয় প্রশাসনের সঙ্গে সমন্বয় করে কাজ চলছে। জনসাধারণকে সচেতন থাকার আহ্বান জানানো হয়েছে। সংশ্লিষ্ট কর্মকর্তারা জানান, পরিস্থিতি পর্যবেক্ষণ করা হচ্ছে এবং প্রয়োজনীয় ব্যবস্থা নেওয়া হচ্ছে। এলাকাবাসী এ উদ্যোগকে স্বাগত জানিয়েছেন। — [8, 1390, 241, 1444]
article-paragraph: তিনি আরও বলেন, এ বিষয়ে দ্রুত পদক্ষেপ গ্রহণ করা হবে। স্থানীয় প্রশাসনের সঙ্গে সমন্বয় করে কাজ চলছে। জনসাধারণকে সচেতন থাকার আহ্বান জানানো হয়েছে। সংশ্লিষ্ট কর্মকর্তারা জানান, পরিস্থিতি পর্যবেক্ষণ করা হচ্ছে এবং প্রয়োজনীয় ব্যবস্থা নেওয়া হচ্ছে। এলাকাবাসী এ উদ্যোগকে স্বাগত জানিয়েছেন। — [8, 1056, 241, 1109]
news-article — [485, 84, 707, 284]
article-paragraph: তিনি আরও বলেন, এ বিষয়ে দ্রুত পদক্ষেপ গ্রহণ করা হবে। স্থানীয় প্রশাসনের সঙ্গে সমন্বয় করে কাজ চলছে। জনসাধারণকে সচেতন থাকার আহ্বান জানানো হয়েছে। সংশ্লিষ্ট কর্মকর্তারা জানান, পরিস্থিতি পর্যবেক্ষণ করা হচ্ছে এবং প্রয়োজনীয় ব্যবস্থা নেওয়া হচ্ছে। এলাকাবাসী এ উদ্যোগকে স্বাগত জানিয়েছেন। — [8, 198, 241, 251]
section-title: খবরের বাকি অংশ — [372, 23, 573, 56]
article-paragraph: তিনি আরও বলেন, এ বিষয়ে দ্রুত পদক্ষেপ গ্রহণ করা হবে। স্থানীয় প্রশাসনের সঙ্গে সমন্বয় করে কাজ চলছে। জনসাধারণকে সচেতন থাকার আহ্বান জানানো হয়েছে। সংশ্লিষ্ট কর্মকর্তারা জানান, পরিস্থিতি পর্যবেক্ষণ করা হচ্ছে এবং প্রয়োজনীয় ব্যবস্থা নেওয়া হচ্ছে। এলাকাবাসী এ উদ্যোগকে স্বাগত জানিয়েছেন। — [485, 1077, 707, 1131]
headline: তারেক রহমান দেশের কথা — [46, 1455, 203, 1474]
news-article — [485, 1143, 707, 1466]
article-paragraph: তিনি আরও বলেন, এ বিষয়ে দ্রুত পদক্ষেপ গ্রহণ করা হবে। স্থানীয় প্রশাসনের সঙ্গে সমন্বয় করে কাজ চলছে। জনসাধারণকে সচেতন থাকার আহ্বান জানানো হয়েছে। সংশ্লিষ্ট কর্মকর্তারা জানান, পরিস্থিতি পর্যবেক্ষণ করা হচ্ছে এবং প্রয়োজনীয় ব্যবস্থা নেওয়া হচ্ছে। এলাকাবাসী এ উদ্যোগকে স্বাগত জানিয়েছেন। — [714, 1053, 938, 1107]
article-paragraph: তিনি আরও বলেন, এ বিষয়ে দ্রুত পদক্ষেপ গ্রহণ করা হবে। স্থানীয় প্রশাসনের সঙ্গে সমন্বয় করে কাজ চলছে। জনসাধারণকে সচেতন থাকার আহ্বান জানানো হয়েছে। সংশ্লিষ্ট কর্মকর্তারা জানান, পরিস্থিতি পর্যবেক্ষণ করা হচ্ছে এবং প্রয়োজনীয় ব্যবস্থা নেওয়া হচ্ছে। এলাকাবাসী এ উদ্যোগকে স্বাগত জানিয়েছেন। — [8, 310, 241, 363]
article-paragraph: তিনি আরও বলেন, এ বিষয়ে দ্রুত পদক্ষেপ গ্রহণ করা হবে। স্থানীয় প্রশাসনের সঙ্গে সমন্বয় করে কাজ চলছে। জনসাধারণকে সচেতন থাকার আহ্বান জানানো হয়েছে। সংশ্লিষ্ট কর্মকর্তারা জানান, পরিস্থিতি পর্যবেক্ষণ করা হচ্ছে এবং প্রয়োজনীয় ব্যবস্থা নেওয়া হচ্ছে। এলাকাবাসী এ উদ্যোগকে স্বাগত জানিয়েছেন। — [485, 397, 707, 450]
article-divider — [8, 425, 241, 426]
article-paragraph: তিনি আরও বলেন, এ বিষয়ে দ্রুত পদক্ষেপ গ্রহণ করা হবে। স্থানীয় প্রশাসনের সঙ্গে সমন্বয় করে কাজ চলছে। জনসাধারণকে সচেতন থাকার আহ্বান জানানো হয়েছে। সংশ্লিষ্ট কর্মকর্তারা জানান, পরিস্থিতি পর্যবেক্ষণ করা হচ্ছে এবং প্রয়োজনীয় ব্যবস্থা নেওয়া হচ্ছে। এলাকাবাসী এ উদ্যোগকে স্বাগত জানিয়েছেন। — [714, 489, 938, 542]
news-article — [485, 1478, 707, 1588]
article-paragraph: তিনি আরও বলেন, এ বিষয়ে দ্রুত পদক্ষেপ গ্রহণ করা হবে। স্থানীয় প্রশাসনের সঙ্গে সমন্বয় করে কাজ চলছে। জনসাধারণকে সচেতন থাকার আহ্বান জানানো হয়েছে। সংশ্লিষ্ট কর্মকর্তারা জানান, পরিস্থিতি পর্যবেক্ষণ করা হচ্ছে এবং প্রয়োজনীয় ব্যবস্থা নেওয়া হচ্ছে। এলাকাবাসী এ উদ্যোগকে স্বাগত জানিয়েছেন। — [485, 174, 707, 228]
article-divider — [485, 569, 707, 570]
article-paragraph: তিনি আরও বলেন, এ বিষয়ে দ্রুত পদক্ষেপ গ্রহণ করা হবে। স্থানীয় প্রশাসনের সঙ্গে সমন্বয় করে কাজ চলছে। জনসাধারণকে সচেতন থাকার আহ্বান জানানো হয়েছে। সংশ্লিষ্ট কর্মকর্তারা জানান, পরিস্থিতি পর্যবেক্ষণ করা হচ্ছে এবং প্রয়োজনীয় ব্যবস্থা নেওয়া হচ্ছে। এলাকাবাসী এ উদ্যোগকে স্বাগত জানিয়েছেন। — [8, 665, 241, 718]
article-paragraph: তিনি আরও বলেন, এ বিষয়ে দ্রুত পদক্ষেপ গ্রহণ করা হবে। স্থানীয় প্রশাসনের সঙ্গে সমন্বয় করে কাজ চলছে। জনসাধারণকে সচেতন থাকার আহ্বান জানানো হয়েছে। সংশ্লিষ্ট কর্মকর্তারা জানান, পরিস্থিতি পর্যবেক্ষণ করা হচ্ছে এবং প্রয়োজনীয় ব্যবস্থা নেওয়া হচ্ছে। এলাকাবাসী এ উদ্যোগকে স্বাগত জানিয়েছেন। — [8, 1724, 241, 1778]
article-paragraph: তিনি আরও বলেন, এ বিষয়ে দ্রুত পদক্ষেপ গ্রহণ করা হবে। স্থানীয় প্রশাসনের সঙ্গে সমন্বয় করে কাজ চলছে। জনসাধারণকে সচেতন থাকার আহ্বান জানানো হয়েছে। সংশ্লিষ্ট কর্মকর্তারা জানান, পরিস্থিতি পর্যবেক্ষণ করা হচ্ছে এবং প্রয়োজনীয় ব্যবস্থা নেওয়া হচ্ছে। এলাকাবাসী এ উদ্যোগকে স্বাগত জানিয়েছেন। — [250, 432, 476, 486]
article-divider — [485, 1137, 707, 1138]
headline: বাংলাদেশ থেকে ৩ পণ্য — [55, 842, 194, 861]
article-paragraph: তিনি আরও বলেন, এ বিষয়ে দ্রুত পদক্ষেপ গ্রহণ করা হবে। স্থানীয় প্রশাসনের সঙ্গে সমন্বয় করে কাজ চলছে। জনসাধারণকে সচেতন থাকার আহ্বান জানানো হয়েছে। সংশ্লিষ্ট কর্মকর্তারা জানান, পরিস্থিতি পর্যবেক্ষণ করা হচ্ছে এবং প্রয়োজনীয় ব্যবস্থা নেওয়া হচ্ছে। এলাকাবাসী এ উদ্যোগকে স্বাগত জানিয়েছেন। — [250, 711, 476, 765]
headline: ঝিকরগাছায় রাস্তা কেটে পুকুর খনন — [492, 574, 700, 593]
headline: বরিশালে জমি পতিত কমায় — [43, 608, 206, 627]
article-paragraph: তিনি আরও বলেন, এ বিষয়ে দ্রুত পদক্ষেপ গ্রহণ করা হবে। স্থানীয় প্রশাসনের সঙ্গে সমন্বয় করে কাজ চলছে। জনসাধারণকে সচেতন থাকার আহ্বান জানানো হয়েছে। সংশ্লিষ্ট কর্মকর্তারা জানান, পরিস্থিতি পর্যবেক্ষণ করা হচ্ছে এবং প্রয়োজনীয় ব্যবস্থা নেওয়া হচ্ছে। এলাকাবাসী এ উদ্যোগকে স্বাগত জানিয়েছেন। — [8, 142, 241, 195]
